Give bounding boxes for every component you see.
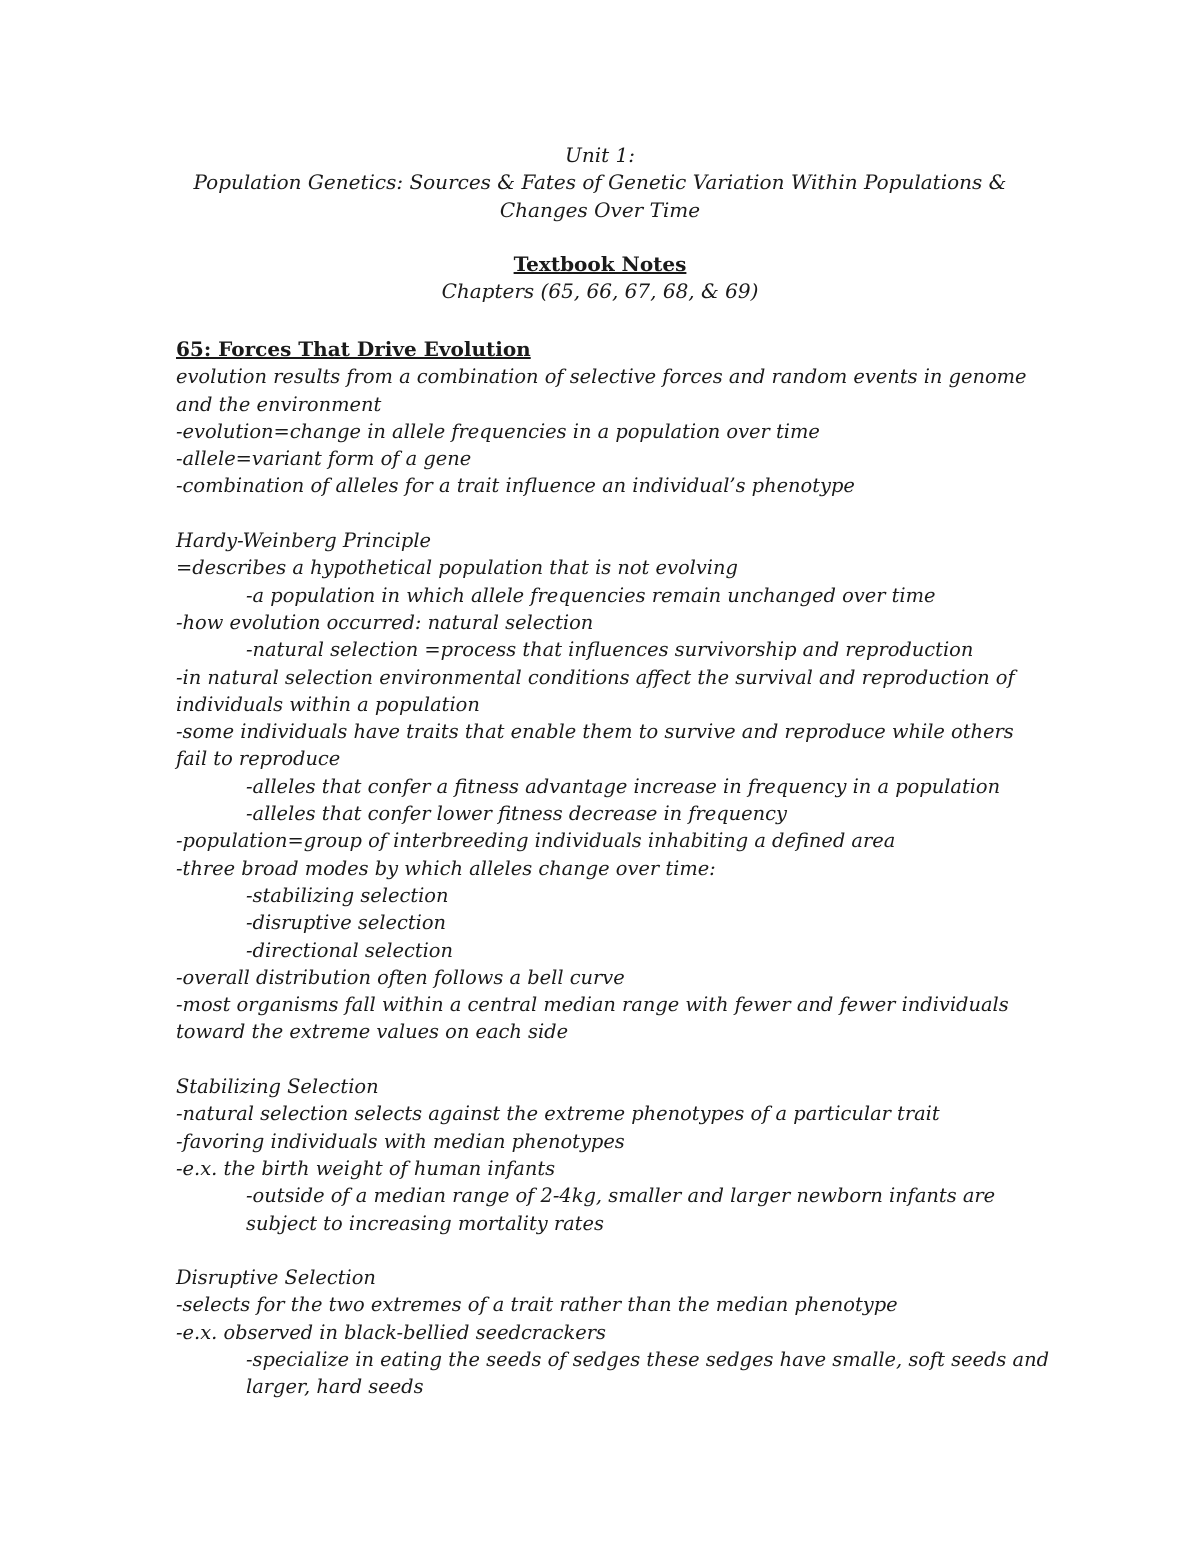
- note-line: -allele=variant form of a gene: [176, 447, 472, 471]
- note-line: -how evolution occurred: natural selection: [176, 610, 594, 634]
- note-line: -e.x. the birth weight of human infants: [176, 1156, 556, 1180]
- unit-label: Unit 1:: [565, 143, 635, 167]
- blank-line: [176, 500, 1056, 527]
- section-heading: 65: Forces That Drive Evolution: [176, 337, 531, 361]
- note-line: -outside of a median range of 2-4kg, smaller and larger newborn infants are: [246, 1184, 996, 1208]
- notes-body: [176, 336, 1056, 1401]
- note-line: Hardy-Weinberg Principle: [176, 529, 432, 553]
- note-line: -alleles that confer a fitness advantage increase in frequency in a population: [246, 774, 1001, 798]
- note-line: larger, hard seeds: [246, 1375, 424, 1399]
- note-line: individuals within a population: [176, 692, 480, 716]
- blank-line: [176, 1046, 1056, 1073]
- note-line: -three broad modes by which alleles change over time:: [176, 856, 716, 880]
- note-line: -most organisms fall within a central median range with fewer and fewer individuals: [176, 993, 1009, 1017]
- note-line: -in natural selection environmental conditions affect the survival and reproduction of: [176, 665, 1015, 689]
- note-line: evolution results from a combination of selective forces and random events in genome: [176, 365, 1027, 389]
- note-line: -overall distribution often follows a bell curve: [176, 965, 625, 989]
- note-line: =describes a hypothetical population that is not evolving: [176, 556, 738, 580]
- note-line: -favoring individuals with median phenotypes: [176, 1129, 625, 1153]
- note-line: subject to increasing mortality rates: [246, 1211, 604, 1235]
- note-line: -alleles that confer lower fitness decrease in frequency: [246, 802, 787, 826]
- note-line: -a population in which allele frequencies remain unchanged over time: [246, 583, 936, 607]
- document-title-block: [120, 251, 1080, 306]
- note-line: fail to reproduce: [176, 747, 341, 771]
- unit-subtitle-line-2: Changes Over Time: [499, 197, 701, 222]
- note-line: -e.x. observed in black-bellied seedcrackers: [176, 1320, 606, 1344]
- document-header: [120, 142, 1080, 224]
- note-line: Disruptive Selection: [176, 1266, 376, 1290]
- note-line: -directional selection: [246, 938, 453, 962]
- note-line: -natural selection selects against the extreme phenotypes of a particular trait: [176, 1102, 940, 1126]
- note-line: -selects for the two extremes of a trait rather than the median phenotype: [176, 1293, 898, 1317]
- document-title: Textbook Notes: [513, 252, 687, 276]
- chapters-label: Chapters (65, 66, 67, 68, & 69): [441, 279, 759, 304]
- note-line: -specialize in eating the seeds of sedges these sedges have smalle, soft seeds and: [246, 1347, 1050, 1371]
- note-line: -population=group of interbreeding individuals inhabiting a defined area: [176, 829, 896, 853]
- note-line: -some individuals have traits that enable them to survive and reproduce while others: [176, 720, 1014, 744]
- notes-lines: [176, 363, 1056, 1400]
- note-line: -natural selection =process that influences survivorship and reproduction: [246, 638, 974, 662]
- note-line: -stabilizing selection: [246, 883, 449, 907]
- note-line: and the environment: [176, 392, 382, 416]
- blank-line: [176, 1237, 1056, 1264]
- note-line: -disruptive selection: [246, 911, 446, 935]
- note-line: -combination of alleles for a trait influence an individual’s phenotype: [176, 474, 855, 498]
- unit-subtitle-line-1: Population Genetics: Sources & Fates of Genetic Variation Within Populations &: [193, 170, 1007, 195]
- note-line: Stabilizing Selection: [176, 1075, 379, 1099]
- note-line: toward the extreme values on each side: [176, 1020, 569, 1044]
- note-line: -evolution=change in allele frequencies in a population over time: [176, 419, 820, 443]
